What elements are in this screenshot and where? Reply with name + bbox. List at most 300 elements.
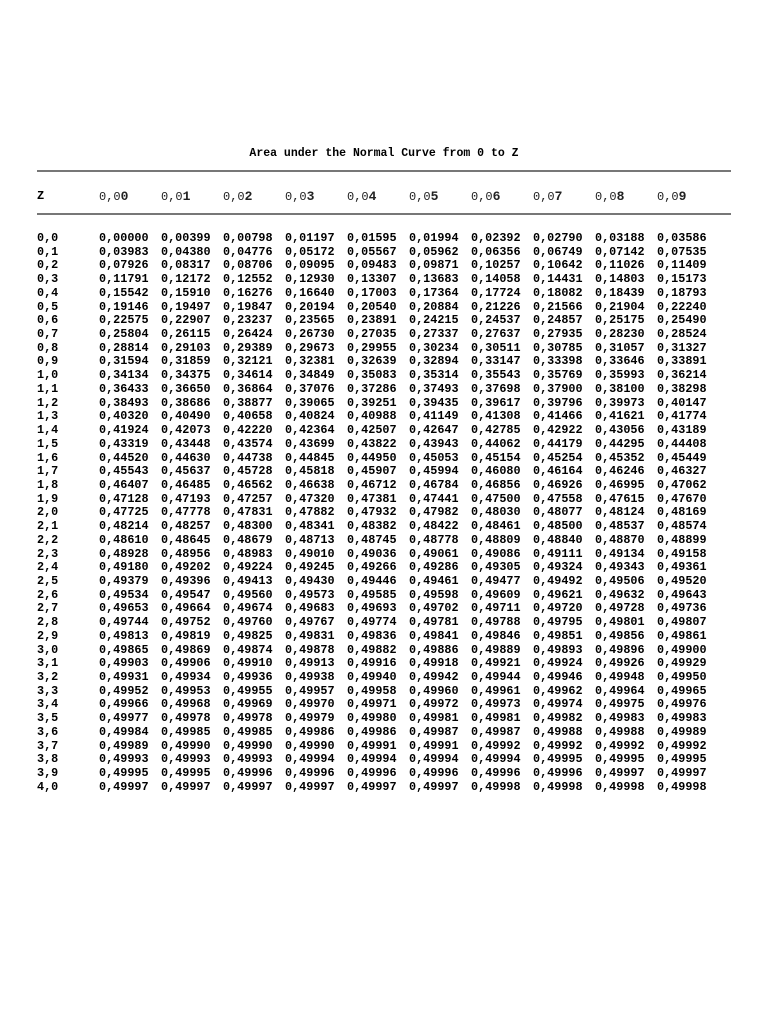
area-value: 0,14803 (595, 272, 645, 287)
area-value: 0,49944 (471, 670, 521, 684)
area-value: 0,49134 (595, 546, 645, 561)
area-value: 0,49948 (595, 670, 645, 684)
area-value: 0,49988 (533, 724, 583, 739)
area-value: 0,27935 (533, 327, 583, 342)
area-value: 0,47500 (471, 491, 521, 506)
area-value: 0,00000 (99, 231, 149, 245)
area-value: 0,41466 (533, 409, 583, 424)
area-value: 0,30234 (409, 340, 459, 355)
area-value: 0,45994 (409, 464, 459, 479)
area-value: 0,49760 (223, 615, 273, 630)
area-value: 0,44630 (161, 450, 211, 465)
table-row (0, 410, 768, 424)
table-row (0, 424, 768, 438)
area-value: 0,49343 (595, 560, 645, 575)
area-value: 0,46407 (99, 477, 149, 492)
area-value: 0,42922 (533, 423, 583, 438)
area-value: 0,43822 (347, 436, 397, 451)
area-value: 0,03188 (595, 231, 645, 245)
area-value: 0,49981 (409, 711, 459, 726)
area-value: 0,25804 (99, 327, 149, 342)
area-value: 0,49992 (471, 738, 521, 753)
area-value: 0,49989 (99, 738, 149, 753)
area-value: 0,49913 (285, 656, 335, 671)
table-row (0, 383, 768, 397)
area-value: 0,48214 (99, 519, 149, 534)
area-value: 0,49720 (533, 601, 583, 616)
area-value: 0,22575 (99, 313, 149, 328)
table-row (0, 342, 768, 356)
column-header-prefix: 0,0 (161, 190, 183, 204)
area-value: 0,49111 (533, 546, 583, 561)
area-value: 0,29103 (161, 340, 211, 355)
area-value: 0,09871 (409, 258, 459, 273)
area-value: 0,49841 (409, 628, 459, 643)
z-value: 2,8 (37, 615, 59, 630)
area-value: 0,46926 (533, 477, 583, 492)
table-body (0, 232, 768, 794)
z-value: 0,4 (37, 285, 59, 300)
area-value: 0,49973 (471, 697, 521, 712)
area-value: 0,49995 (657, 752, 707, 767)
z-value: 3,2 (37, 670, 59, 684)
z-value: 3,5 (37, 711, 59, 726)
area-value: 0,49711 (471, 601, 521, 616)
area-value: 0,49992 (595, 738, 645, 753)
column-header-prefix: 0,0 (533, 190, 555, 204)
area-value: 0,49664 (161, 601, 211, 616)
area-value: 0,47778 (161, 505, 211, 520)
table-row (0, 246, 768, 260)
area-value: 0,49996 (285, 766, 335, 781)
area-value: 0,49788 (471, 615, 521, 630)
area-value: 0,16276 (223, 285, 273, 300)
area-value: 0,14431 (533, 272, 583, 287)
area-value: 0,49520 (657, 573, 707, 588)
area-value: 0,49180 (99, 560, 149, 575)
area-value: 0,31859 (161, 354, 211, 369)
area-value: 0,49961 (471, 683, 521, 698)
area-value: 0,37286 (347, 381, 397, 396)
area-value: 0,19497 (161, 299, 211, 314)
column-header-digit: 3 (306, 189, 315, 204)
area-value: 0,48574 (657, 519, 707, 534)
area-value: 0,49896 (595, 642, 645, 657)
area-value: 0,00399 (161, 231, 211, 245)
area-value: 0,41149 (409, 409, 459, 424)
z-value: 0,7 (37, 327, 59, 342)
area-value: 0,49819 (161, 628, 211, 643)
area-value: 0,22240 (657, 299, 707, 314)
area-value: 0,48899 (657, 532, 707, 547)
table-row (0, 781, 768, 795)
area-value: 0,49573 (285, 587, 335, 602)
z-value: 0,9 (37, 354, 59, 369)
area-value: 0,48537 (595, 519, 645, 534)
area-value: 0,26424 (223, 327, 273, 342)
area-value: 0,49990 (285, 738, 335, 753)
area-value: 0,40490 (161, 409, 211, 424)
area-value: 0,48745 (347, 532, 397, 547)
area-value: 0,49976 (657, 697, 707, 712)
area-value: 0,32381 (285, 354, 335, 369)
area-value: 0,49836 (347, 628, 397, 643)
area-value: 0,01197 (285, 231, 335, 245)
z-value: 1,9 (37, 491, 59, 506)
area-value: 0,45907 (347, 464, 397, 479)
table-row (0, 575, 768, 589)
area-value: 0,05172 (285, 244, 335, 259)
area-value: 0,47882 (285, 505, 335, 520)
area-value: 0,31057 (595, 340, 645, 355)
area-value: 0,17003 (347, 285, 397, 300)
area-value: 0,26730 (285, 327, 335, 342)
area-value: 0,02790 (533, 231, 583, 245)
area-value: 0,49744 (99, 615, 149, 630)
area-value: 0,49995 (595, 752, 645, 767)
area-value: 0,44738 (223, 450, 273, 465)
area-value: 0,49560 (223, 587, 273, 602)
column-header (99, 189, 128, 204)
area-value: 0,09095 (285, 258, 335, 273)
area-value: 0,49995 (99, 766, 149, 781)
area-value: 0,29673 (285, 340, 335, 355)
area-value: 0,04380 (161, 244, 211, 259)
area-value: 0,49305 (471, 560, 521, 575)
area-value: 0,12552 (223, 272, 273, 287)
table-row (0, 698, 768, 712)
area-value: 0,49224 (223, 560, 273, 575)
area-value: 0,47381 (347, 491, 397, 506)
area-value: 0,49869 (161, 642, 211, 657)
area-value: 0,49993 (161, 752, 211, 767)
area-value: 0,36433 (99, 381, 149, 396)
area-value: 0,01595 (347, 231, 397, 245)
table-row (0, 479, 768, 493)
table-row (0, 314, 768, 328)
table-row (0, 671, 768, 685)
area-value: 0,49893 (533, 642, 583, 657)
z-value: 1,3 (37, 409, 59, 424)
column-header-digit: 2 (244, 189, 253, 204)
area-value: 0,49889 (471, 642, 521, 657)
column-header (471, 189, 500, 204)
area-value: 0,49609 (471, 587, 521, 602)
area-value: 0,49992 (657, 738, 707, 753)
area-value: 0,49984 (99, 724, 149, 739)
area-value: 0,47193 (161, 491, 211, 506)
area-value: 0,48956 (161, 546, 211, 561)
z-value: 3,8 (37, 752, 59, 767)
area-value: 0,48124 (595, 505, 645, 520)
area-value: 0,47257 (223, 491, 273, 506)
area-value: 0,02392 (471, 231, 521, 245)
area-value: 0,20540 (347, 299, 397, 314)
area-value: 0,49585 (347, 587, 397, 602)
z-value: 1,5 (37, 436, 59, 451)
column-header (657, 189, 686, 204)
area-value: 0,49643 (657, 587, 707, 602)
area-value: 0,48422 (409, 519, 459, 534)
area-value: 0,47441 (409, 491, 459, 506)
area-value: 0,37076 (285, 381, 335, 396)
area-value: 0,49918 (409, 656, 459, 671)
area-value: 0,47320 (285, 491, 335, 506)
column-header-digit: 6 (492, 189, 501, 204)
area-value: 0,49946 (533, 670, 583, 684)
area-value: 0,49987 (409, 724, 459, 739)
area-value: 0,29389 (223, 340, 273, 355)
area-value: 0,47831 (223, 505, 273, 520)
z-value: 3,1 (37, 656, 59, 671)
area-value: 0,46638 (285, 477, 335, 492)
area-value: 0,49997 (99, 779, 149, 794)
area-value: 0,12930 (285, 272, 335, 287)
area-value: 0,48679 (223, 532, 273, 547)
area-value: 0,09483 (347, 258, 397, 273)
area-value: 0,49998 (533, 779, 583, 794)
area-value: 0,48169 (657, 505, 707, 520)
area-value: 0,49036 (347, 546, 397, 561)
area-value: 0,19146 (99, 299, 149, 314)
area-value: 0,49974 (533, 697, 583, 712)
area-value: 0,15910 (161, 285, 211, 300)
area-value: 0,49413 (223, 573, 273, 588)
area-value: 0,48610 (99, 532, 149, 547)
area-value: 0,49683 (285, 601, 335, 616)
area-value: 0,25175 (595, 313, 645, 328)
area-value: 0,41774 (657, 409, 707, 424)
table-row (0, 397, 768, 411)
area-value: 0,49446 (347, 573, 397, 588)
area-value: 0,18082 (533, 285, 583, 300)
area-value: 0,49861 (657, 628, 707, 643)
area-value: 0,49990 (161, 738, 211, 753)
area-value: 0,49996 (223, 766, 273, 781)
area-value: 0,29955 (347, 340, 397, 355)
area-value: 0,49997 (347, 779, 397, 794)
area-value: 0,01994 (409, 231, 459, 245)
area-value: 0,49940 (347, 670, 397, 684)
area-value: 0,32894 (409, 354, 459, 369)
area-value: 0,39796 (533, 395, 583, 410)
area-value: 0,49865 (99, 642, 149, 657)
area-value: 0,49632 (595, 587, 645, 602)
area-value: 0,49996 (471, 766, 521, 781)
area-value: 0,40824 (285, 409, 335, 424)
table-row (0, 616, 768, 630)
area-value: 0,38877 (223, 395, 273, 410)
table-row (0, 602, 768, 616)
z-value: 2,4 (37, 560, 59, 575)
area-value: 0,49921 (471, 656, 521, 671)
area-value: 0,32121 (223, 354, 273, 369)
area-value: 0,48928 (99, 546, 149, 561)
area-value: 0,48461 (471, 519, 521, 534)
area-value: 0,49202 (161, 560, 211, 575)
column-header-digit: 1 (182, 189, 191, 204)
column-header-digit: 5 (430, 189, 439, 204)
area-value: 0,35543 (471, 368, 521, 383)
area-value: 0,49693 (347, 601, 397, 616)
area-value: 0,14058 (471, 272, 521, 287)
area-value: 0,17364 (409, 285, 459, 300)
column-header-digit: 0 (120, 189, 129, 204)
area-value: 0,47558 (533, 491, 583, 506)
area-value: 0,49993 (99, 752, 149, 767)
area-value: 0,49960 (409, 683, 459, 698)
area-value: 0,23237 (223, 313, 273, 328)
area-value: 0,49795 (533, 615, 583, 630)
area-value: 0,49929 (657, 656, 707, 671)
area-value: 0,48500 (533, 519, 583, 534)
area-value: 0,49983 (657, 711, 707, 726)
area-value: 0,49379 (99, 573, 149, 588)
area-value: 0,49994 (471, 752, 521, 767)
area-value: 0,33398 (533, 354, 583, 369)
area-value: 0,49997 (285, 779, 335, 794)
area-value: 0,42785 (471, 423, 521, 438)
top-rule (37, 170, 731, 172)
table-row (0, 369, 768, 383)
area-value: 0,40320 (99, 409, 149, 424)
area-value: 0,49061 (409, 546, 459, 561)
area-value: 0,49653 (99, 601, 149, 616)
area-value: 0,49916 (347, 656, 397, 671)
area-value: 0,44520 (99, 450, 149, 465)
area-value: 0,46995 (595, 477, 645, 492)
table-row (0, 740, 768, 754)
column-header-prefix: 0,0 (471, 190, 493, 204)
area-value: 0,00798 (223, 231, 273, 245)
table-row (0, 273, 768, 287)
area-value: 0,11791 (99, 272, 149, 287)
column-header-prefix: 0,0 (223, 190, 245, 204)
area-value: 0,39435 (409, 395, 459, 410)
area-value: 0,41308 (471, 409, 521, 424)
area-value: 0,07926 (99, 258, 149, 273)
area-value: 0,47725 (99, 505, 149, 520)
area-value: 0,49477 (471, 573, 521, 588)
table-row (0, 548, 768, 562)
area-value: 0,49506 (595, 573, 645, 588)
area-value: 0,49997 (595, 766, 645, 781)
area-value: 0,08317 (161, 258, 211, 273)
area-value: 0,43056 (595, 423, 645, 438)
area-value: 0,33147 (471, 354, 521, 369)
area-value: 0,49997 (409, 779, 459, 794)
area-value: 0,46784 (409, 477, 459, 492)
area-value: 0,49774 (347, 615, 397, 630)
z-value: 2,2 (37, 532, 59, 547)
area-value: 0,49983 (595, 711, 645, 726)
area-value: 0,39973 (595, 395, 645, 410)
table-row (0, 259, 768, 273)
area-value: 0,49998 (657, 779, 707, 794)
area-value: 0,49971 (347, 697, 397, 712)
area-value: 0,49957 (285, 683, 335, 698)
table-row (0, 232, 768, 246)
area-value: 0,43319 (99, 436, 149, 451)
area-value: 0,49781 (409, 615, 459, 630)
area-value: 0,47670 (657, 491, 707, 506)
area-value: 0,48645 (161, 532, 211, 547)
area-value: 0,49994 (285, 752, 335, 767)
area-value: 0,49994 (347, 752, 397, 767)
area-value: 0,49997 (161, 779, 211, 794)
area-value: 0,49938 (285, 670, 335, 684)
area-value: 0,43189 (657, 423, 707, 438)
z-value: 4,0 (37, 779, 59, 794)
area-value: 0,49621 (533, 587, 583, 602)
z-value: 1,0 (37, 368, 59, 383)
z-value: 0,6 (37, 313, 59, 328)
area-value: 0,43574 (223, 436, 273, 451)
area-value: 0,49992 (533, 738, 583, 753)
area-value: 0,46080 (471, 464, 521, 479)
area-value: 0,48983 (223, 546, 273, 561)
area-value: 0,48870 (595, 532, 645, 547)
area-value: 0,47615 (595, 491, 645, 506)
column-header-digit: 9 (678, 189, 687, 204)
area-value: 0,49995 (533, 752, 583, 767)
area-value: 0,49851 (533, 628, 583, 643)
area-value: 0,49736 (657, 601, 707, 616)
area-value: 0,49955 (223, 683, 273, 698)
area-value: 0,49831 (285, 628, 335, 643)
area-value: 0,28524 (657, 327, 707, 342)
table-header (0, 189, 768, 205)
area-value: 0,49994 (409, 752, 459, 767)
area-value: 0,47932 (347, 505, 397, 520)
area-value: 0,15542 (99, 285, 149, 300)
z-value: 1,6 (37, 450, 59, 465)
area-value: 0,49286 (409, 560, 459, 575)
table-row (0, 493, 768, 507)
area-value: 0,42364 (285, 423, 335, 438)
area-value: 0,49158 (657, 546, 707, 561)
area-value: 0,17724 (471, 285, 521, 300)
area-value: 0,30511 (471, 340, 521, 355)
area-value: 0,49985 (223, 724, 273, 739)
area-value: 0,46485 (161, 477, 211, 492)
area-value: 0,49996 (409, 766, 459, 781)
area-value: 0,44062 (471, 436, 521, 451)
area-value: 0,44408 (657, 436, 707, 451)
area-value: 0,49910 (223, 656, 273, 671)
z-value: 0,5 (37, 299, 59, 314)
z-value: 3,4 (37, 697, 59, 712)
area-value: 0,06356 (471, 244, 521, 259)
area-value: 0,37900 (533, 381, 583, 396)
area-value: 0,48778 (409, 532, 459, 547)
area-value: 0,45254 (533, 450, 583, 465)
area-value: 0,11409 (657, 258, 707, 273)
area-value: 0,40658 (223, 409, 273, 424)
z-value: 0,2 (37, 258, 59, 273)
area-value: 0,49968 (161, 697, 211, 712)
area-value: 0,49878 (285, 642, 335, 657)
z-value: 0,1 (37, 244, 59, 259)
area-value: 0,35769 (533, 368, 583, 383)
area-value: 0,49752 (161, 615, 211, 630)
area-value: 0,45818 (285, 464, 335, 479)
column-header (285, 189, 314, 204)
table-row (0, 534, 768, 548)
table-row (0, 328, 768, 342)
area-value: 0,49981 (471, 711, 521, 726)
area-value: 0,49846 (471, 628, 521, 643)
